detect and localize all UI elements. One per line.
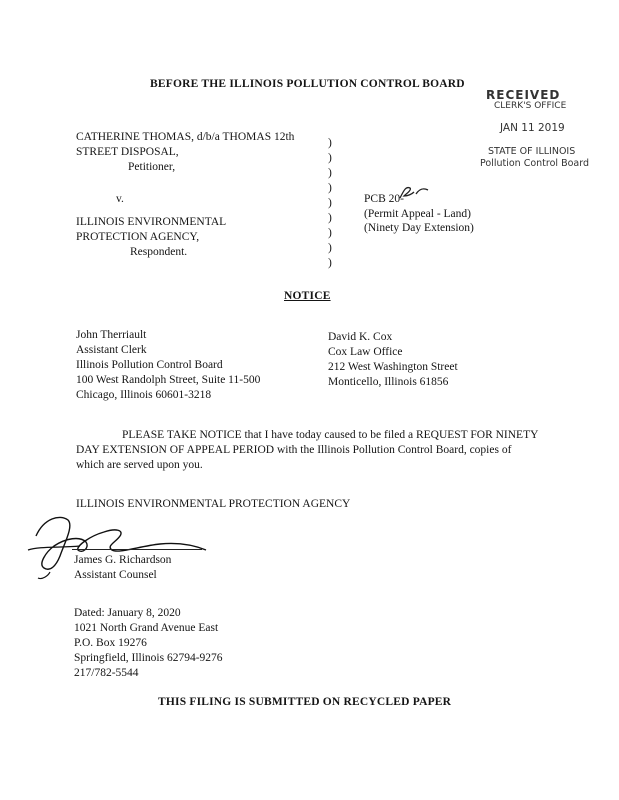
address-line: Assistant Clerk [76,344,147,356]
signer-name: James G. Richardson [74,554,172,566]
address-line: Illinois Pollution Control Board [76,359,223,371]
stamp-office: CLERK'S OFFICE [494,101,567,111]
caption-paren: ) [328,242,332,254]
body-line: DAY EXTENSION OF APPEAL PERIOD with the Illinois Pollution Control Board, copies of [76,444,512,456]
caption-paren: ) [328,152,332,164]
signer-title: Assistant Counsel [74,569,157,581]
address-line: Cox Law Office [328,346,403,358]
caption-paren: ) [328,182,332,194]
petitioner-role: Petitioner, [128,161,176,173]
dated-line: Dated: January 8, 2020 [74,607,181,619]
caption-paren: ) [328,197,332,209]
address-line: Monticello, Illinois 61856 [328,376,449,388]
document-title: BEFORE THE ILLINOIS POLLUTION CONTROL BOARD [150,78,465,90]
extension-type: (Ninety Day Extension) [364,222,474,234]
caption-paren: ) [328,167,332,179]
stamp-state: STATE OF ILLINOIS [488,146,576,157]
address-line: David K. Cox [328,331,393,343]
caption-paren: ) [328,257,332,269]
body-line: which are served upon you. [76,459,203,471]
caption-paren: ) [328,212,332,224]
versus: v. [116,193,124,205]
respondent-line2: PROTECTION AGENCY, [76,231,200,243]
stamp-board: Pollution Control Board [480,158,589,169]
address-line: John Therriault [76,329,147,341]
address-line: 100 West Randolph Street, Suite 11-500 [76,374,261,386]
recycled-paper-note: THIS FILING IS SUBMITTED ON RECYCLED PAPER [158,696,452,708]
address-line: 1021 North Grand Avenue East [74,622,219,634]
handwritten-case-number [396,184,432,202]
case-type: (Permit Appeal - Land) [364,208,471,220]
petitioner-line1: CATHERINE THOMAS, d/b/a THOMAS 12th [76,131,295,143]
petitioner-line2: STREET DISPOSAL, [76,146,179,158]
caption-paren: ) [328,227,332,239]
stamp-received: RECEIVED [486,88,561,102]
respondent-role: Respondent. [130,246,188,258]
address-line: 212 West Washington Street [328,361,458,373]
address-line: Chicago, Illinois 60601-3218 [76,389,212,401]
signature-line [72,549,202,550]
agency-name: ILLINOIS ENVIRONMENTAL PROTECTION AGENCY [76,498,351,510]
address-line: P.O. Box 19276 [74,637,147,649]
respondent-line1: ILLINOIS ENVIRONMENTAL [76,216,227,228]
phone-line: 217/782-5544 [74,667,139,679]
body-line: PLEASE TAKE NOTICE that I have today caused to be filed a REQUEST FOR NINETY [122,429,539,441]
caption-paren: ) [328,137,332,149]
stamp-date: JAN 11 2019 [500,122,565,134]
notice-heading: NOTICE [284,290,331,302]
case-number: PCB 20- [364,193,404,205]
address-line: Springfield, Illinois 62794-9276 [74,652,223,664]
